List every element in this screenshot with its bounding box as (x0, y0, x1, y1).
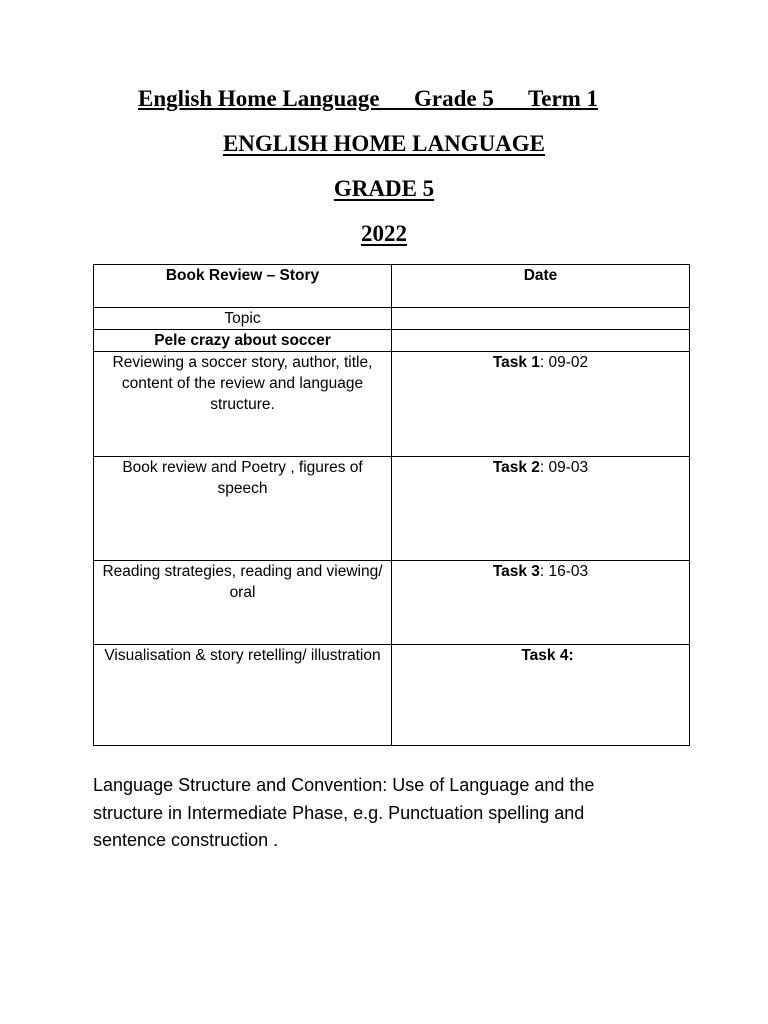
book-review-table (93, 264, 690, 746)
task-date: : 09-03 (539, 459, 589, 476)
table-row (94, 457, 690, 561)
task-description: Book review and Poetry , figures of speech (94, 457, 392, 561)
column-header-book-review: Book Review – Story (94, 265, 392, 308)
task-date-cell (392, 457, 690, 561)
language-structure-note: Language Structure and Convention: Use of Language and the structure in Intermediate Phase, e.g. Punctuation spelling and sentence construction . (93, 775, 595, 850)
task-label: Task 2 (492, 459, 540, 476)
table-row (94, 561, 690, 645)
table-header-row (94, 265, 690, 308)
title-year: 2022 (361, 221, 407, 246)
task-date-cell (392, 352, 690, 457)
task-label: Task 1 (492, 354, 540, 371)
task-description: Reviewing a soccer story, author, title, content of the review and language structure. (94, 352, 392, 457)
empty-cell (392, 308, 690, 330)
task-date: : 09-02 (539, 354, 589, 371)
header-subject: English Home Language (138, 86, 380, 111)
empty-cell (392, 330, 690, 352)
table-row (94, 330, 690, 352)
task-date: : 16-03 (539, 563, 589, 580)
task-date-cell (392, 561, 690, 645)
topic-title: Pele crazy about soccer (94, 330, 392, 352)
title-subject: ENGLISH HOME LANGUAGE (222, 131, 546, 156)
header-term: Term 1 (528, 86, 599, 111)
task-label: Task 4: (521, 647, 574, 664)
document-header-line (138, 86, 598, 112)
header-grade: Grade 5 (414, 86, 494, 111)
task-description: Reading strategies, reading and viewing/ oral (94, 561, 392, 645)
column-header-date: Date (392, 265, 690, 308)
task-label: Task 3 (492, 563, 540, 580)
table-row (94, 352, 690, 457)
table-row (94, 308, 690, 330)
task-date-cell (392, 645, 690, 746)
topic-label: Topic (94, 308, 392, 330)
task-description: Visualisation & story retelling/ illustration (94, 645, 392, 746)
title-grade: GRADE 5 (333, 176, 435, 201)
table-row (94, 645, 690, 746)
